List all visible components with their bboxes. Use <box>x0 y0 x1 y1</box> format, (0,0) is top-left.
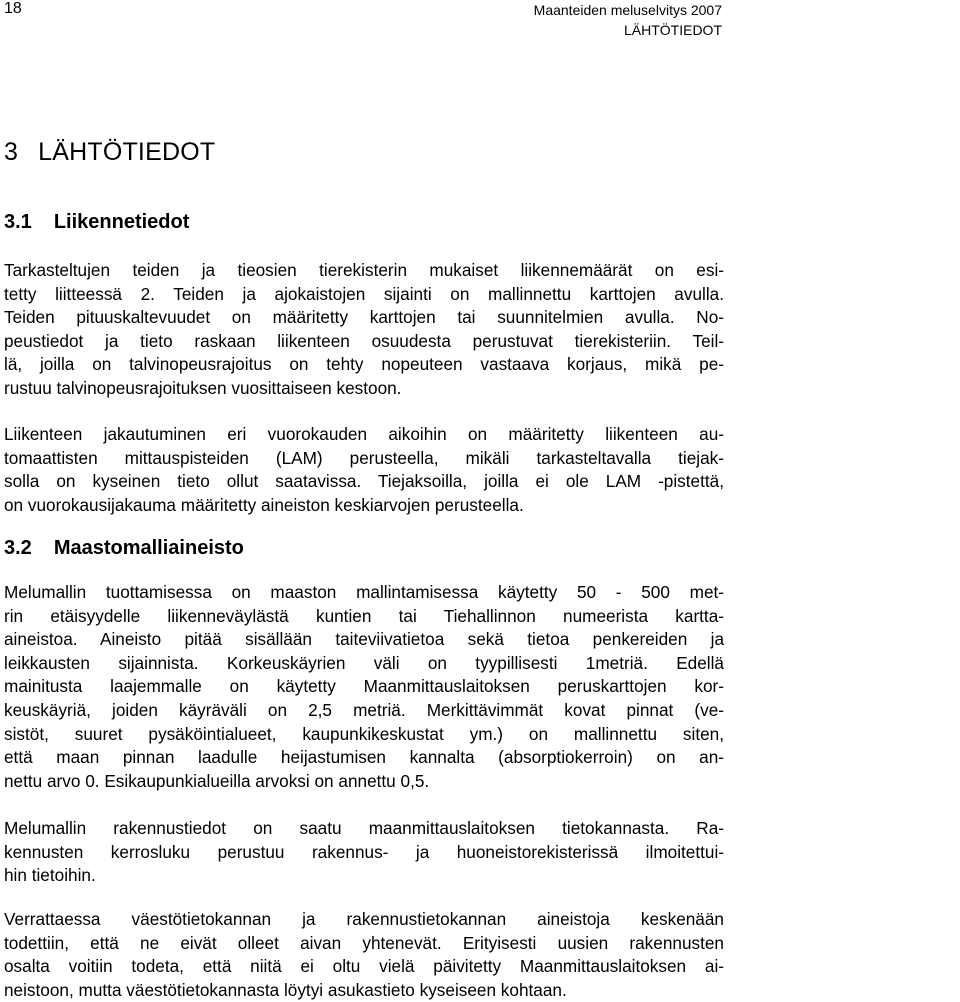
paragraph <box>4 908 724 1002</box>
text-line: sistöt, suuret pysäköintialueet, kaupunkikeskustat ym.) on mallinnettu siten, <box>4 723 724 744</box>
section-title: Maastomalliaineisto <box>53 537 244 559</box>
page-number: 18 <box>4 0 22 17</box>
text-line: on vuorokausijakauma määritetty aineiston keskiarvojen perusteella. <box>4 494 524 515</box>
text-line: Verrattaessa väestötietokannan ja rakennustietokannan aineistoja keskenään <box>4 909 724 929</box>
paragraph <box>4 259 724 401</box>
text-line: nettu arvo 0. Esikaupunkialueilla arvoksi on annettu 0,5. <box>4 770 430 791</box>
paragraph <box>4 817 724 888</box>
text-line: peustiedot ja tieto raskaan liikenteen osuudesta perustuvat tierekisteriin. Teil- <box>4 330 724 351</box>
section-title: Liikennetiedot <box>53 211 190 233</box>
text-line: todettiin, että ne eivät olleet aivan yhtenevät. Erityisesti uusien rakennusten <box>4 932 724 953</box>
text-line: leikkausten sijainnista. Korkeuskäyrien väli on tyypillisesti 1metriä. Edellä <box>4 652 724 673</box>
text-line: Tarkasteltujen teiden ja tieosien tierekisterin mukaiset liikennemäärät on esi- <box>4 260 724 280</box>
running-header <box>534 0 722 40</box>
text-line: tetty liitteessä 2. Teiden ja ajokaistojen sijainti on mallinnettu karttojen avulla. <box>4 283 724 304</box>
text-line: Melumallin tuottamisessa on maaston mallintamisessa käytetty 50 - 500 met- <box>4 582 724 602</box>
text-line: lä, joilla on talvinopeusrajoitus on tehty nopeuteen vastaava korjaus, mikä pe- <box>4 354 724 375</box>
running-chapter-title: LÄHTÖTIEDOT <box>623 22 722 38</box>
text-line: mainitusta laajemmalle on käytetty Maanmittauslaitoksen peruskarttojen kor- <box>4 676 724 697</box>
text-line: Liikenteen jakautuminen eri vuorokauden aikoihin on määritetty liikenteen au- <box>4 424 724 444</box>
text-line: rustuu talvinopeusrajoituksen vuosittaiseen kestoon. <box>4 377 402 398</box>
section-heading <box>4 537 244 560</box>
text-line: neistoon, mutta väestötietokannasta löytyi asukastieto kyseiseen kohtaan. <box>4 979 567 1000</box>
text-line: osalta voitiin todeta, että niitä ei oltu vielä päivitetty Maanmittauslaitoksen ai- <box>4 956 724 977</box>
section-number: 3.1 <box>4 211 32 233</box>
text-line: Teiden pituuskaltevuudet on määritetty karttojen tai suunnitelmien avulla. No- <box>4 307 724 328</box>
chapter-number: 3 <box>4 138 19 166</box>
chapter-title <box>4 138 215 167</box>
chapter-title-text: LÄHTÖTIEDOT <box>38 138 216 166</box>
publication-title: Maanteiden meluselvitys 2007 <box>533 2 722 18</box>
text-line: että maan pinnan laadulle heijastumisen kannalta (absorptiokerroin) on an- <box>4 747 724 768</box>
paragraph <box>4 581 724 793</box>
section-heading <box>4 211 189 234</box>
text-line: solla on kyseinen tieto ollut saatavissa. Tiejaksoilla, joilla ei ole LAM -pistettä, <box>4 471 724 492</box>
text-line: Melumallin rakennustiedot on saatu maanmittauslaitoksen tietokannasta. Ra- <box>4 818 724 838</box>
text-line: tomaattisten mittauspisteiden (LAM) perusteella, mikäli tarkasteltavalla tiejak- <box>4 447 724 468</box>
text-line: hin tietoihin. <box>4 865 96 886</box>
text-line: kennusten kerrosluku perustuu rakennus- ja huoneistorekisterissä ilmoitettui- <box>4 841 724 862</box>
text-line: keuskäyriä, joiden käyräväli on 2,5 metriä. Merkittävimmät kovat pinnat (ve- <box>4 699 724 720</box>
text-line: aineistoa. Aineisto pitää sisällään taiteviivatietoa sekä tietoa penkereiden ja <box>4 629 724 650</box>
section-number: 3.2 <box>4 537 32 559</box>
paragraph <box>4 423 724 517</box>
text-line: rin etäisyydelle liikenneväylästä kuntien tai Tiehallinnon numeerista kartta- <box>4 605 724 626</box>
